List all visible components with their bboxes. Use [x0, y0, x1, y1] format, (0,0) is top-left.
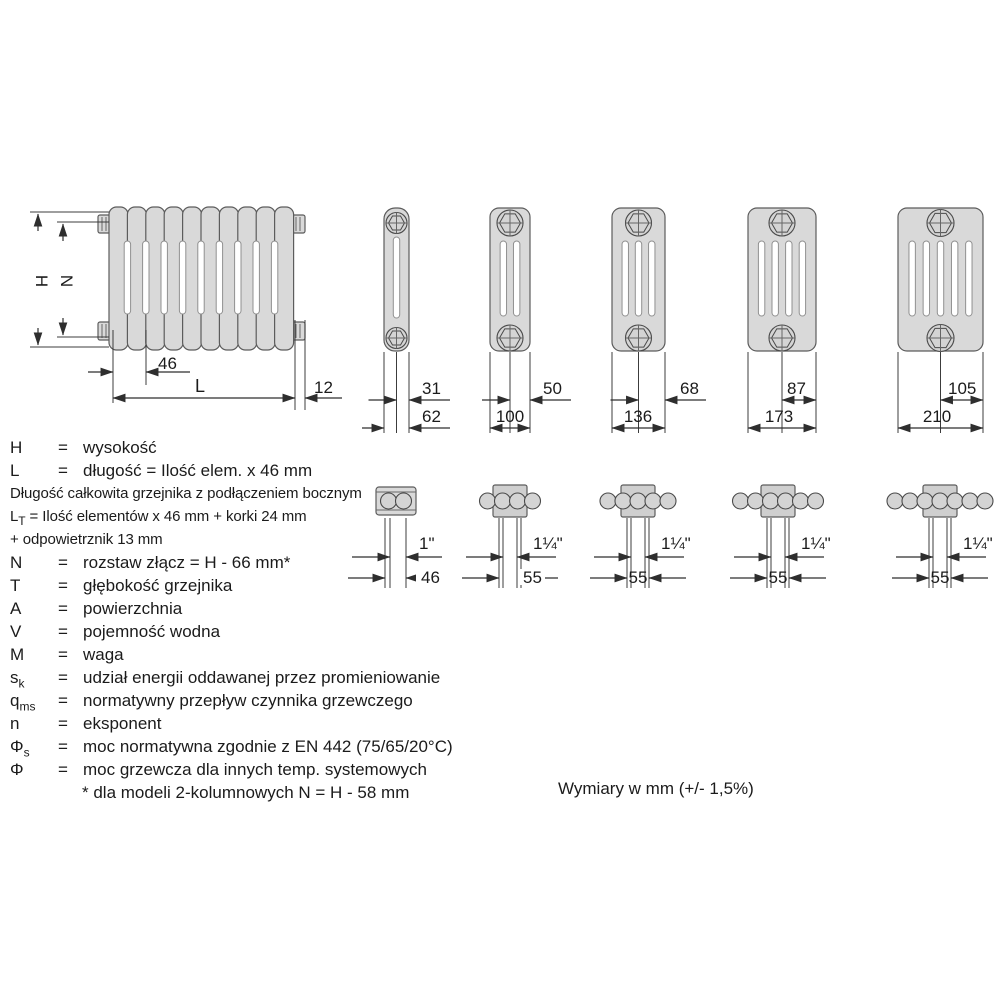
- cross-section-5-column: [748, 208, 816, 433]
- tv6col-pitch-label: 55: [930, 568, 950, 587]
- cs4col-depth-label: 136: [623, 407, 653, 426]
- legend-row-H: [10, 436, 490, 459]
- cs6col-half-depth-label: 105: [948, 379, 977, 398]
- legend-row-LT: [10, 505, 490, 528]
- legend-row-sk: [10, 666, 490, 689]
- tv2col-thread-label: 1": [419, 534, 435, 553]
- legend-desc: rozstaw złącz = H - 66 mm*: [83, 553, 291, 572]
- legend-symbol: q: [10, 691, 20, 710]
- legend-equals: =: [58, 737, 68, 756]
- tv2col-pitch-label: 46: [421, 568, 440, 587]
- front-element-width-label: 46: [158, 354, 177, 373]
- legend-symbol: Φ: [10, 737, 24, 756]
- legend-text: * dla modeli 2-kolumnowych N = H - 58 mm: [82, 783, 410, 802]
- legend-equals: =: [58, 576, 68, 595]
- legend-symbol: M: [10, 645, 25, 664]
- legend-row-N: [10, 551, 490, 574]
- legend-equals: =: [58, 714, 68, 733]
- tv5col-pitch-label: 55: [768, 568, 788, 587]
- legend-row-n: [10, 712, 490, 735]
- legend-desc: normatywny przepływ czynnika grzewczego: [83, 691, 413, 710]
- legend-desc: moc grzewcza dla innych temp. systemowych: [83, 760, 427, 779]
- cross-section-6-column: [898, 208, 983, 433]
- legend-desc: udział energii oddawanej przez promieniowanie: [83, 668, 441, 687]
- legend-equals: =: [58, 645, 68, 664]
- legend-row-vent: [10, 528, 490, 551]
- legend-symbol: H: [10, 438, 23, 457]
- legend-text: = Ilość elementów x 46 mm + korki 24 mm: [25, 508, 307, 525]
- legend-symbol: n: [10, 714, 20, 733]
- cs3col-half-depth-label: 50: [543, 379, 562, 398]
- front-length-label: L: [194, 376, 206, 396]
- legend-desc: głębokość grzejnika: [83, 576, 233, 595]
- cross-section-3-column: [482, 208, 571, 433]
- legend-equals: =: [58, 553, 68, 572]
- legend-desc: powierzchnia: [83, 599, 183, 618]
- cs6col-depth-label: 210: [922, 407, 952, 426]
- legend-row-total-length: [10, 482, 490, 505]
- cs2col-depth-label: 62: [422, 407, 441, 426]
- legend-symbol: A: [10, 599, 22, 618]
- tv3col-pitch-label: 55: [523, 568, 542, 587]
- cs2col-half-depth-label: 31: [422, 379, 441, 398]
- legend-row-phi-s: [10, 735, 490, 758]
- legend-equals: =: [58, 461, 68, 480]
- legend-equals: =: [58, 438, 68, 457]
- legend-row-M: [10, 643, 490, 666]
- legend-row-T: [10, 574, 490, 597]
- legend-desc: waga: [83, 645, 124, 664]
- cs4col-half-depth-label: 68: [680, 379, 699, 398]
- front-end-dim-label: 12: [314, 378, 333, 397]
- cs5col-depth-label: 173: [764, 407, 794, 426]
- cross-section-4-column: [611, 208, 707, 433]
- legend-equals: =: [58, 668, 68, 687]
- legend-row-phi: [10, 758, 490, 781]
- legend-equals: =: [58, 622, 68, 641]
- legend-row-V: [10, 620, 490, 643]
- legend-desc: długość = Ilość elem. x 46 mm: [83, 461, 313, 480]
- front-joint-spacing-label: N: [57, 274, 76, 288]
- tv3col-thread-label: 1¼": [533, 534, 563, 553]
- legend-equals: =: [58, 760, 68, 779]
- legend-text: Długość całkowita grzejnika z podłączeniem bocznym: [10, 485, 362, 502]
- legend-subscript: T: [18, 514, 26, 528]
- dimensions-note: Wymiary w mm (+/- 1,5%): [558, 779, 754, 798]
- legend-symbol: T: [10, 576, 21, 595]
- legend-desc: pojemność wodna: [83, 622, 221, 641]
- legend-desc: wysokość: [83, 438, 157, 457]
- legend-symbol: L: [10, 508, 19, 525]
- cs3col-depth-label: 100: [495, 407, 525, 426]
- cross-section-2-column: [362, 208, 450, 433]
- tv6col-thread-label: 1¼": [963, 534, 993, 553]
- radiator-front-view: [98, 207, 305, 350]
- front-height-label: H: [32, 274, 51, 288]
- tv4col-pitch-label: 55: [628, 568, 648, 587]
- legend-symbol: V: [10, 622, 22, 641]
- legend-row-L: [10, 459, 490, 482]
- cs5col-half-depth-label: 87: [787, 379, 806, 398]
- legend-subscript: ms: [19, 699, 36, 714]
- legend-subscript: k: [18, 676, 25, 691]
- legend-equals: =: [58, 691, 68, 710]
- tv5col-thread-label: 1¼": [801, 534, 831, 553]
- legend-row-A: [10, 597, 490, 620]
- legend-symbol: L: [10, 461, 20, 480]
- legend-desc: eksponent: [83, 714, 162, 733]
- legend: [10, 436, 490, 804]
- legend-equals: =: [58, 599, 68, 618]
- legend-subscript: s: [23, 745, 30, 760]
- legend-text: + odpowietrznik 13 mm: [10, 531, 163, 548]
- tv4col-thread-label: 1¼": [661, 534, 691, 553]
- legend-symbol: Φ: [10, 760, 24, 779]
- legend-symbol: N: [10, 553, 23, 572]
- legend-desc: moc normatywna zgodnie z EN 442 (75/65/20°C): [83, 737, 453, 756]
- legend-symbol: s: [10, 668, 19, 687]
- legend-row-qms: [10, 689, 490, 712]
- legend-row-footnote: [10, 781, 490, 804]
